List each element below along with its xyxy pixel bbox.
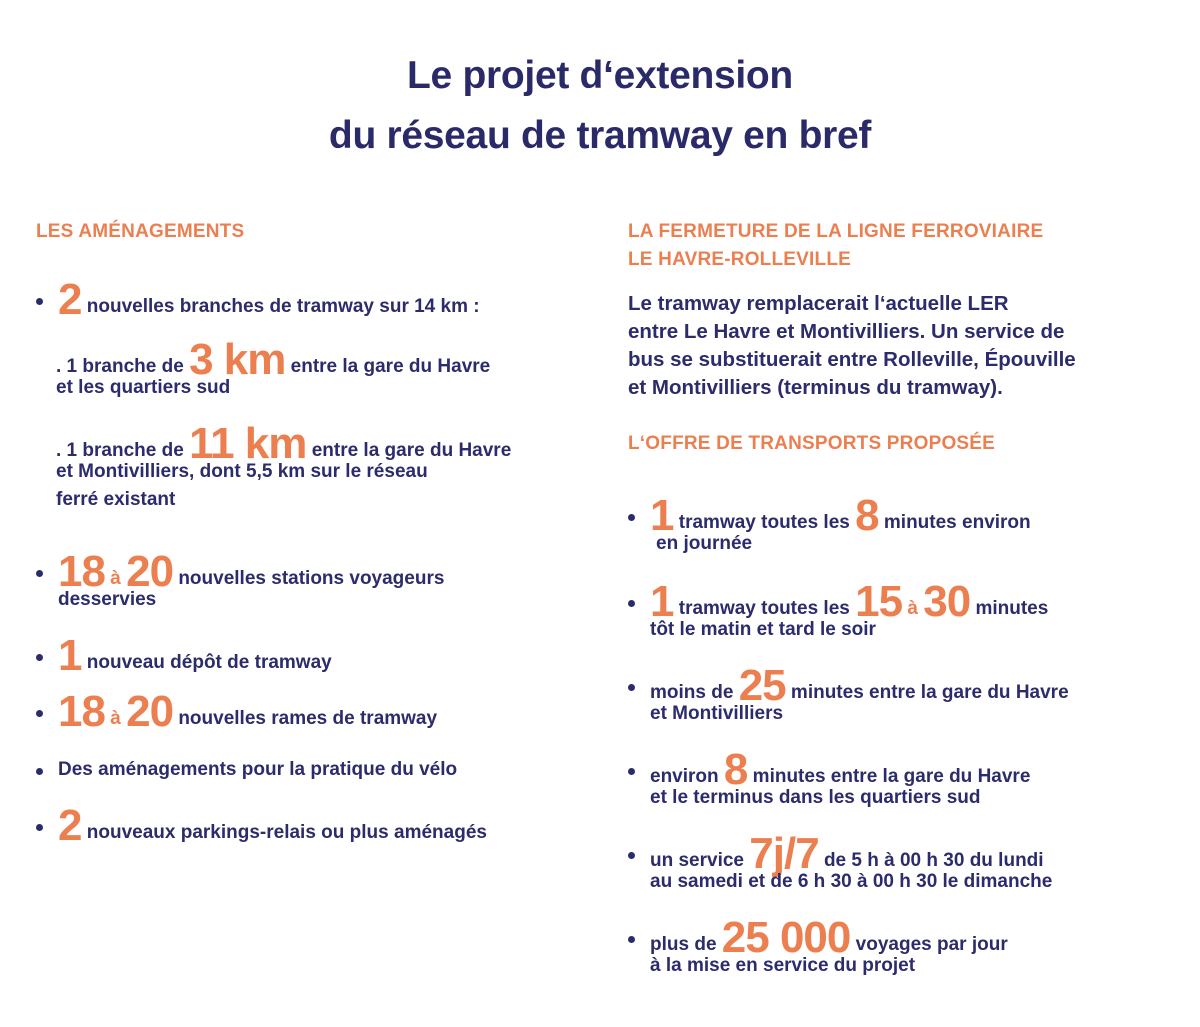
item-text: de 5 h à 00 h 30 du lundi (823, 850, 1044, 871)
item-text-line: tôt le matin et tard le soir (650, 619, 876, 640)
item-text-line: au samedi et de 6 h 30 à 00 h 30 le dimanche (650, 871, 1053, 892)
stat-connector: à (907, 598, 918, 619)
stat-number: 20 (126, 687, 174, 736)
item-text: minutes (975, 598, 1049, 619)
stat-number: 2 (58, 275, 82, 324)
item-text: nouvelles rames de tramway (178, 708, 438, 729)
stat-number: 1 (650, 577, 674, 626)
item-text: minutes environ (883, 512, 1031, 533)
item-text: Des aménagements pour la pratique du vélo (58, 759, 458, 780)
stat-number: 8 (723, 745, 748, 794)
stat-connector: à (110, 708, 121, 729)
paragraph-line: Le tramway remplacerait l‘actuelle LER (628, 292, 1009, 315)
bullet-icon (628, 514, 635, 521)
sub-item-prefix: . 1 branche de (56, 440, 184, 461)
section-title-fermeture (628, 218, 1043, 274)
item-text: nouvelles stations voyageurs (178, 568, 445, 589)
stat-number: 20 (126, 547, 174, 596)
sub-item-prefix: . 1 branche de (56, 356, 184, 377)
bullet-icon (628, 852, 635, 859)
item-text-line: et le terminus dans les quartiers sud (650, 787, 981, 808)
bullet-icon (628, 684, 635, 691)
item-text: tramway toutes les (678, 598, 850, 619)
bullet-icon (36, 298, 43, 305)
bullet-icon (36, 710, 43, 717)
stat-number: 1 (650, 491, 674, 540)
bullet-icon (628, 600, 635, 607)
item-text-line: et Montivilliers (650, 703, 784, 724)
item-text: moins de (650, 682, 734, 703)
item-text: voyages par jour (855, 934, 1008, 955)
stat-number: 2 (58, 801, 82, 850)
item-text-line: desservies (58, 589, 157, 610)
bullet-icon (36, 768, 43, 775)
title-line-1: Le projet d‘extension (407, 54, 793, 97)
item-text: nouveau dépôt de tramway (86, 652, 332, 673)
item-text: plus de (650, 934, 717, 955)
section-title-line: LE HAVRE-ROLLEVILLE (628, 249, 852, 270)
item-text: minutes entre la gare du Havre (790, 682, 1069, 703)
bullet-icon (36, 654, 43, 661)
item-text: nouvelles branches de tramway sur 14 km : (86, 296, 480, 317)
stat-number: 18 (58, 547, 105, 596)
sub-item-line: et les quartiers sud (56, 377, 231, 398)
section-title-amenagements: LES AMÉNAGEMENTS (36, 221, 245, 242)
sub-item-line: et Montivilliers, dont 5,5 km sur le réseau (56, 461, 428, 482)
paragraph-line: entre Le Havre et Montivilliers. Un service de (628, 320, 1065, 343)
stat-number: 7j/7 (749, 829, 819, 878)
stat-number: 3 km (189, 335, 286, 384)
stat-number: 30 (923, 577, 971, 626)
stat-number: 1 (58, 631, 82, 680)
section-title-offre: L‘OFFRE DE TRANSPORTS PROPOSÉE (628, 433, 996, 454)
item-text: un service (650, 850, 744, 871)
stat-number: 18 (58, 687, 105, 736)
stat-number: 15 (855, 577, 903, 626)
paragraph-line: bus se substituerait entre Rolleville, Épouville (628, 348, 1076, 371)
item-text: nouveaux parkings-relais ou plus aménagés (86, 822, 487, 843)
stat-number: 25 000 (721, 913, 851, 962)
item-text-line: à la mise en service du projet (650, 955, 916, 976)
stat-number: 8 (855, 491, 879, 540)
sub-item-text: entre la gare du Havre (311, 440, 512, 461)
bullet-icon (628, 936, 635, 943)
sub-item-text: entre la gare du Havre (290, 356, 491, 377)
item-text: environ (650, 766, 719, 787)
intro-paragraph (628, 290, 1076, 402)
stat-connector: à (110, 568, 121, 589)
item-text-line: en journée (656, 533, 753, 554)
sub-item-line: ferré existant (56, 489, 176, 510)
section-title-line: LA FERMETURE DE LA LIGNE FERROVIAIRE (628, 221, 1044, 242)
stat-number: 25 (738, 661, 786, 710)
item-text: tramway toutes les (678, 512, 850, 533)
bullet-icon (628, 768, 635, 775)
page-title (0, 46, 1200, 166)
title-line-2: du réseau de tramway en bref (328, 114, 872, 157)
bullet-icon (36, 824, 43, 831)
bullet-icon (36, 570, 43, 577)
stat-number: 11 km (189, 419, 307, 468)
paragraph-line: et Montivilliers (terminus du tramway). (628, 376, 1003, 399)
item-text: minutes entre la gare du Havre (752, 766, 1031, 787)
